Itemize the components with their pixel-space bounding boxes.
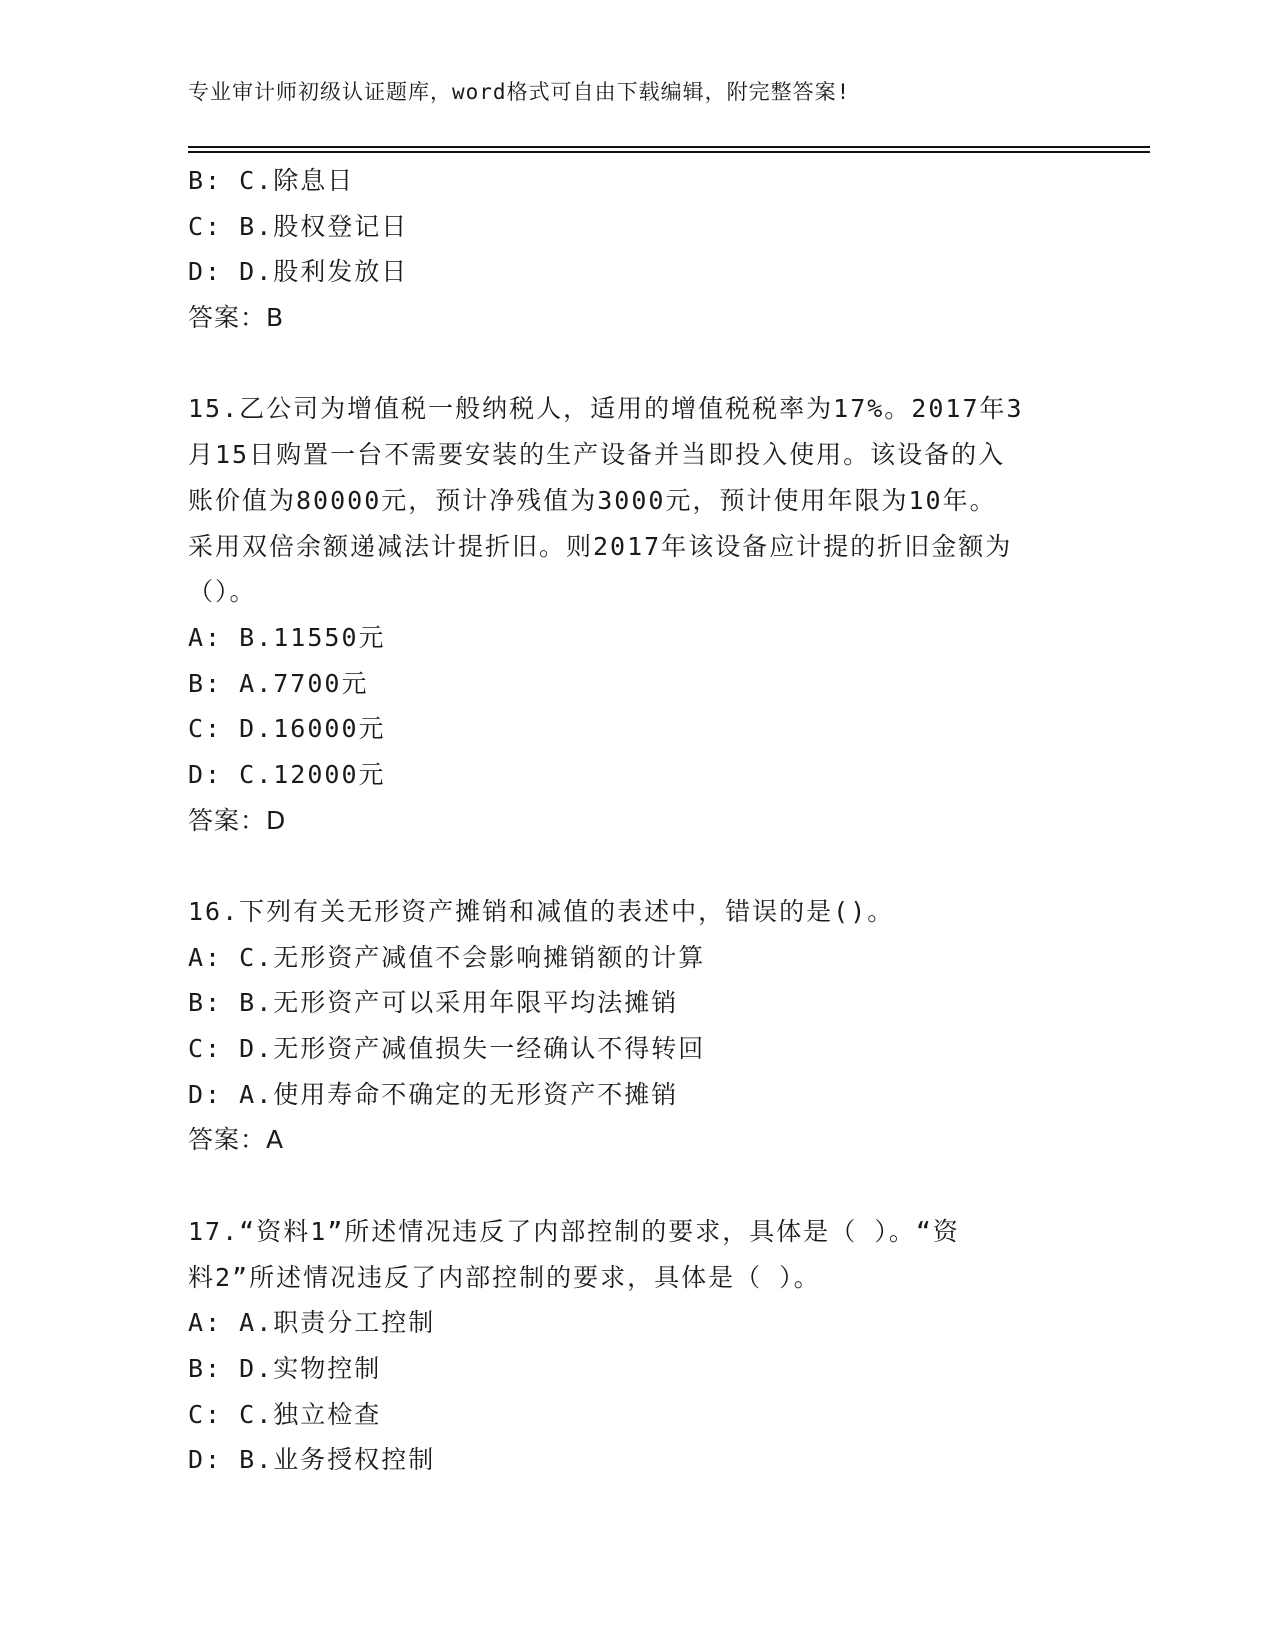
option-line: D: B.业务授权控制 <box>188 1445 436 1475</box>
spacer <box>188 843 1078 889</box>
question-stem-line: 15.乙公司为增值税一般纳税人，适用的增值税税率为17%。2017年3 <box>188 394 1024 424</box>
question-stem-line: 采用双倍余额递减法计提折旧。则2017年该设备应计提的折旧金额为 <box>188 531 1013 561</box>
answer-line: 答案：B <box>188 303 285 333</box>
option-line: C: B.股权登记日 <box>188 211 409 241</box>
question-stem-line: 账价值为80000元，预计净残值为3000元，预计使用年限为10年。 <box>188 485 997 515</box>
option-line: D: A.使用寿命不确定的无形资产不摊销 <box>188 1079 679 1109</box>
option-line: A: B.11550元 <box>188 622 386 652</box>
option-line: B: B.无形资产可以采用年限平均法摊销 <box>188 988 679 1018</box>
option-line: D: C.12000元 <box>188 759 386 789</box>
question-stem-line: 17.“资料1”所述情况违反了内部控制的要求，具体是（ ）。“资 <box>188 1216 960 1246</box>
question-15 <box>188 386 1078 843</box>
answer-line: 答案：D <box>188 805 287 835</box>
option-line: A: A.职责分工控制 <box>188 1308 436 1338</box>
question-stem-line: 16.下列有关无形资产摊销和减值的表述中，错误的是()。 <box>188 897 895 926</box>
option-line: B: A.7700元 <box>188 668 369 698</box>
answer-line: 答案：A <box>188 1125 285 1155</box>
option-line: C: D.16000元 <box>188 714 386 744</box>
spacer <box>188 341 1078 387</box>
question-stem-line: 料2”所述情况违反了内部控制的要求，具体是（ ）。 <box>188 1262 821 1292</box>
question-16 <box>188 889 1078 1163</box>
question-content <box>188 158 1078 1483</box>
question-stem-line: 月15日购置一台不需要安装的生产设备并当即投入使用。该设备的入 <box>188 440 1006 470</box>
question-stem-line: （）。 <box>188 577 257 607</box>
option-line: D: D.股利发放日 <box>188 257 409 287</box>
option-line: A: C.无形资产减值不会影响摊销额的计算 <box>188 942 706 972</box>
question-17 <box>188 1209 1078 1483</box>
option-line: C: C.独立检查 <box>188 1399 382 1429</box>
option-line: B: D.实物控制 <box>188 1353 382 1383</box>
option-line: B: C.除息日 <box>188 166 355 195</box>
spacer <box>188 1163 1078 1209</box>
header-rule-top <box>188 146 1150 148</box>
question-14-continued <box>188 158 1078 341</box>
header-rule-bottom <box>188 151 1150 153</box>
option-line: C: D.无形资产减值损失一经确认不得转回 <box>188 1034 706 1064</box>
page-header-title: 专业审计师初级认证题库，word格式可自由下载编辑，附完整答案! <box>188 80 851 104</box>
